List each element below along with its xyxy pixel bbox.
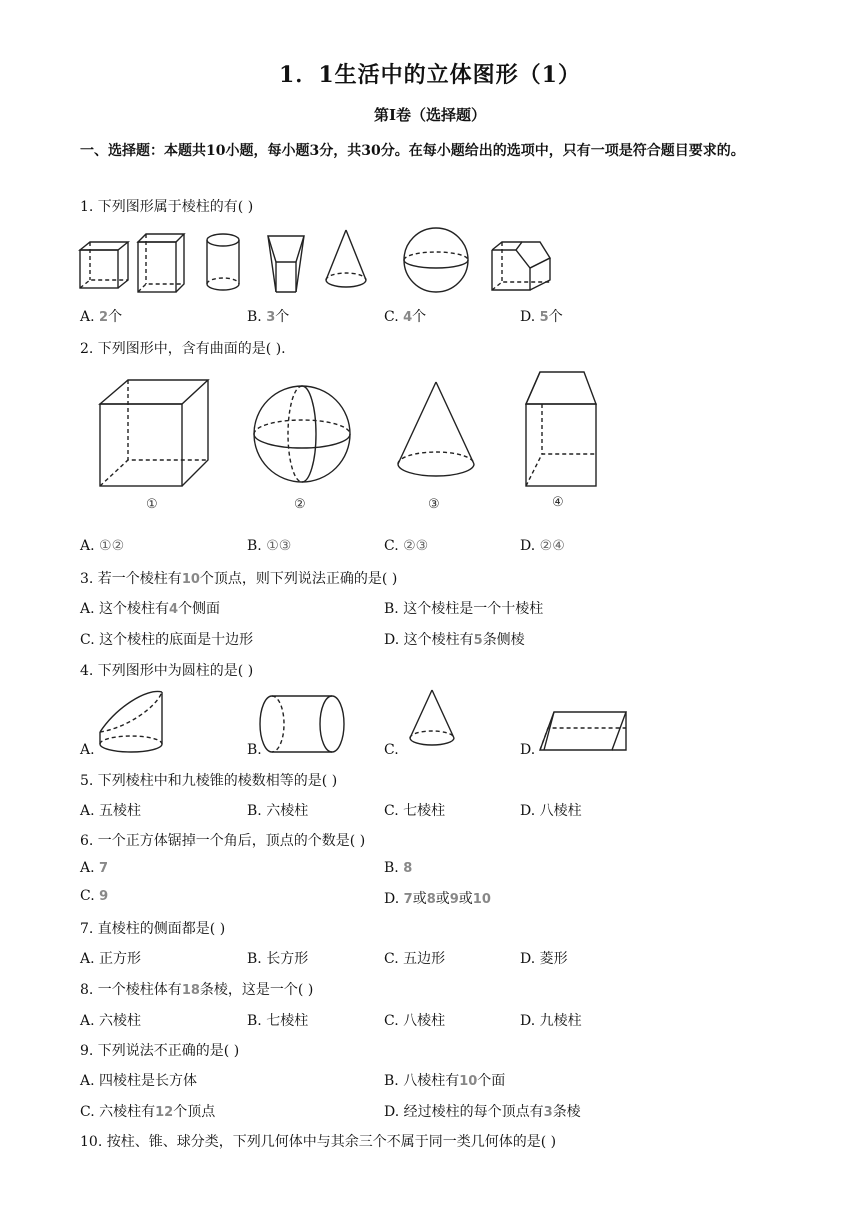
question-7: 7. 直棱柱的侧面都是( ) — [80, 921, 226, 937]
cone-figure — [326, 230, 366, 287]
cone-figure — [410, 690, 454, 745]
q4-option-c: C. — [384, 742, 399, 758]
q7-option-b: B. 长方形 — [247, 951, 309, 967]
question-2: 2. 下列图形中，含有曲面的是( ). — [80, 341, 286, 357]
question-3: 3. 若一个棱柱有10个顶点，则下列说法正确的是( ) — [80, 571, 398, 587]
q5-option-d: D. 八棱柱 — [520, 803, 582, 819]
section-subtitle: 第Ⅰ卷（选择题） — [373, 106, 487, 124]
q7-option-d: D. 菱形 — [520, 951, 568, 967]
q9-option-c: C. 六棱柱有12个顶点 — [80, 1104, 216, 1120]
sphere-figure — [404, 228, 468, 292]
q6-option-c: C. 9 — [80, 888, 109, 904]
q4-option-d: D. — [520, 742, 536, 758]
slanted-prism-figure — [540, 712, 626, 750]
q1-option-a: A. 2个 — [80, 309, 123, 325]
sphere-figure-2 — [254, 386, 350, 512]
figure-label-2: ② — [294, 497, 306, 512]
question-8: 8. 一个棱柱体有18条棱，这是一个( ) — [80, 982, 314, 998]
q8-option-c: C. 八棱柱 — [384, 1013, 446, 1029]
cylinder-figure — [207, 234, 239, 290]
q7-option-a: A. 正方形 — [80, 951, 142, 967]
q2-option-d: D. ②④ — [520, 538, 565, 554]
rectangular-prism-figure — [138, 234, 184, 292]
q1-option-b: B. 3个 — [247, 309, 290, 325]
question-10: 10. 按柱、锥、球分类，下列几何体中与其余三个不属于同一类几何体的是( ) — [80, 1134, 557, 1150]
q3-option-d: D. 这个棱柱有5条侧棱 — [384, 632, 525, 648]
frustum-figure — [268, 236, 304, 292]
q5-option-b: B. 六棱柱 — [247, 803, 309, 819]
q8-option-a: A. 六棱柱 — [80, 1013, 142, 1029]
q2-figures — [96, 368, 606, 518]
q5-option-c: C. 七棱柱 — [384, 803, 446, 819]
page-title: 1．1生活中的立体图形（1） — [279, 62, 581, 88]
q4-figures — [96, 688, 636, 758]
figure-label-4: ④ — [552, 495, 564, 510]
section-intro: 一、选择题：本题共10小题，每小题3分，共30分。在每小题给出的选项中，只有一项是符合题目要求的。 — [80, 143, 745, 159]
figure-label-1: ① — [146, 497, 158, 512]
cut-cube-figure — [492, 242, 550, 290]
q8-option-b: B. 七棱柱 — [247, 1013, 309, 1029]
cone-figure-3 — [398, 382, 474, 512]
q9-option-b: B. 八棱柱有10个面 — [384, 1073, 506, 1089]
q2-option-a: A. ①② — [80, 538, 125, 554]
q7-option-c: C. 五边形 — [384, 951, 446, 967]
q6-option-b: B. 8 — [384, 860, 413, 876]
q1-option-c: C. 4个 — [384, 309, 427, 325]
q5-option-a: A. 五棱柱 — [80, 803, 142, 819]
q2-option-c: C. ②③ — [384, 538, 429, 554]
q1-figures — [78, 228, 558, 294]
slanted-cut-cylinder-figure — [100, 691, 162, 752]
q6-option-a: A. 7 — [80, 860, 109, 876]
q3-option-c: C. 这个棱柱的底面是十边形 — [80, 632, 254, 648]
horizontal-cylinder-figure — [260, 696, 344, 752]
q8-option-d: D. 九棱柱 — [520, 1013, 582, 1029]
question-4: 4. 下列图形中为圆柱的是( ) — [80, 663, 254, 679]
question-6: 6. 一个正方体锯掉一个角后，顶点的个数是( ) — [80, 833, 366, 849]
q6-option-d: D. 7或8或9或10 — [384, 891, 491, 907]
question-5: 5. 下列棱柱中和九棱锥的棱数相等的是( ) — [80, 773, 338, 789]
q1-option-d: D. 5个 — [520, 309, 563, 325]
question-1: 1. 下列图形属于棱柱的有( ) — [80, 199, 254, 215]
q9-option-d: D. 经过棱柱的每个顶点有3条棱 — [384, 1104, 581, 1120]
q3-option-a: A. 这个棱柱有4个侧面 — [80, 601, 221, 617]
prism-figure-4 — [526, 372, 596, 510]
q3-option-b: B. 这个棱柱是一个十棱柱 — [384, 601, 544, 617]
q9-option-a: A. 四棱柱是长方体 — [80, 1073, 198, 1089]
question-9: 9. 下列说法不正确的是( ) — [80, 1043, 240, 1059]
q4-option-a: A. — [80, 742, 95, 758]
figure-label-3: ③ — [428, 497, 440, 512]
q2-option-b: B. ①③ — [247, 538, 292, 554]
q4-option-b: B. — [247, 742, 262, 758]
cube-figure — [80, 242, 128, 288]
cube-figure-1 — [100, 380, 208, 512]
